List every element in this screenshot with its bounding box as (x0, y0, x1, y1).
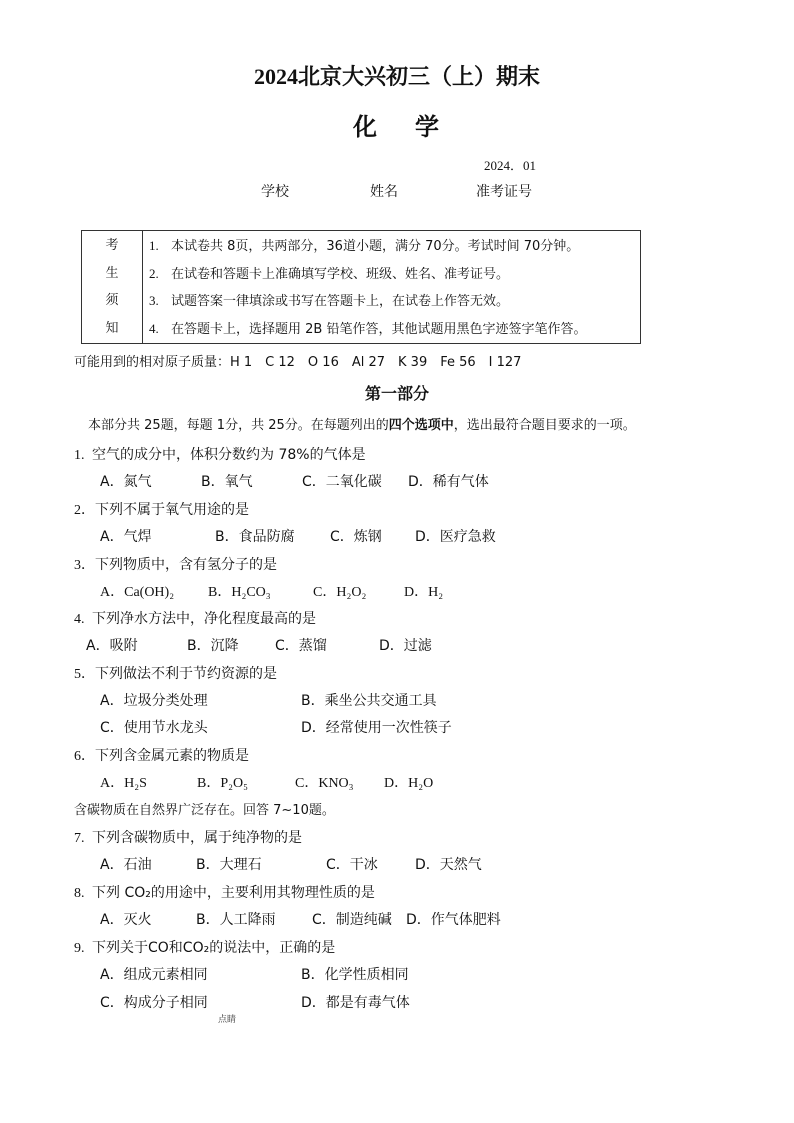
option-c: C．炼钢 (330, 529, 382, 545)
question-9 (74, 937, 335, 957)
option-b: B．H₂CO₃ (208, 585, 271, 600)
question-number: 6． (74, 749, 95, 764)
question-stem: 下列关于CO和CO₂的说法中，正确的是 (92, 940, 336, 956)
exam-notice-table (81, 230, 641, 344)
question-4 (74, 608, 316, 628)
notice-item-text: 在试卷和答题卡上准确填写学校、班级、姓名、准考证号。 (171, 266, 510, 282)
option-b: B．人工降雨 (196, 912, 276, 928)
subject-char: 学 (415, 115, 441, 141)
option-d: D．稀有气体 (408, 474, 489, 490)
context-note: 含碳物质在自然界广泛存在。回答 7~10题。 (74, 803, 335, 818)
question-stem: 空气的成分中，体积分数约为 78%的气体是 (92, 447, 366, 463)
option-c: C．干冰 (326, 857, 378, 873)
notice-item-number: 2. (149, 265, 159, 281)
question-number: 4. (74, 612, 85, 627)
exam-date: 2024．01 (484, 158, 537, 173)
notice-item (149, 232, 640, 260)
option-c: C．KNO₃ (295, 776, 354, 791)
intro-text: ，选出最符合题目要求的一项。 (453, 418, 636, 433)
page-title: 2024北京大兴初三（上）期末 (253, 64, 540, 89)
question-6 (74, 745, 249, 765)
option-d: D．都是有毒气体 (301, 995, 410, 1011)
question-number: 5． (74, 667, 95, 682)
notice-side-char: 生 (105, 265, 119, 281)
notice-side-label (82, 231, 143, 344)
option-d: D．H₂ (404, 585, 444, 600)
option-b: B．乘坐公共交通工具 (301, 693, 437, 709)
option-a: A．Ca(OH)₂ (100, 585, 175, 600)
question-number: 2． (74, 503, 95, 518)
question-1 (74, 444, 366, 464)
option-a: A．石油 (100, 857, 152, 873)
option-c: C．使用节水龙头 (100, 720, 208, 736)
question-stem: 下列做法不利于节约资源的是 (95, 666, 277, 682)
question-number: 8. (74, 886, 85, 901)
question-stem: 下列不属于氧气用途的是 (95, 502, 249, 518)
option-b: B．沉降 (187, 638, 239, 654)
option-c: C．二氧化碳 (302, 474, 382, 490)
question-stem: 下列 CO₂的用途中，主要利用其物理性质的是 (92, 885, 375, 901)
question-stem: 下列含碳物质中，属于纯净物的是 (92, 830, 302, 846)
option-a: A．氮气 (100, 474, 152, 490)
subject-title (0, 107, 794, 142)
notice-item-number: 3. (149, 293, 159, 308)
notice-side-char: 须 (105, 293, 119, 308)
option-c: C．制造纯碱 (312, 912, 392, 928)
question-stem: 下列含金属元素的物质是 (95, 748, 249, 764)
name-label: 姓名 (370, 184, 398, 200)
notice-items (143, 231, 641, 344)
notice-item-text: 本试卷共 8页，共两部分，36道小题，满分 70分。考试时间 70分钟。 (171, 239, 580, 254)
question-number: 1. (74, 448, 85, 463)
option-a: A．H₂S (100, 776, 147, 791)
option-c: C．H₂O₂ (313, 585, 367, 600)
option-d: D．过滤 (379, 638, 432, 654)
question-7 (74, 827, 302, 847)
question-2 (74, 499, 249, 519)
option-b: B．大理石 (196, 857, 262, 873)
option-c: C．构成分子相同 (100, 995, 208, 1011)
atomic-masses: 可能用到的相对原子质量：H 1 C 12 O 16 Al 27 K 39 Fe 56 I 127 (74, 355, 522, 370)
notice-item-number: 4. (149, 320, 159, 336)
intro-text: 本部分共 25题，每题 1分，共 25分。在每题列出的 (88, 418, 389, 433)
notice-item-number: 1. (149, 238, 159, 253)
question-number: 9. (74, 941, 85, 956)
option-a: A．垃圾分类处理 (100, 693, 208, 709)
option-a: A．气焊 (100, 529, 152, 545)
school-label: 学校 (261, 184, 289, 200)
option-c: C．蒸馏 (275, 638, 327, 654)
option-a: A．组成元素相同 (100, 967, 208, 983)
question-5 (74, 663, 277, 683)
section-intro (88, 414, 636, 433)
option-b: B．食品防腐 (215, 529, 295, 545)
option-d: D．经常使用一次性筷子 (301, 720, 452, 736)
question-3 (74, 554, 277, 574)
option-d: D．医疗急救 (415, 529, 496, 545)
option-d: D．天然气 (415, 857, 482, 873)
question-number: 3． (74, 558, 95, 573)
notice-side-char: 考 (105, 238, 119, 253)
option-b: B．化学性质相同 (301, 967, 409, 983)
exam-id-label: 准考证号 (476, 184, 532, 200)
notice-item (149, 287, 640, 315)
option-a: A．吸附 (86, 638, 138, 654)
question-8 (74, 882, 375, 902)
question-stem: 下列物质中，含有氢分子的是 (95, 557, 277, 573)
notice-item (149, 315, 640, 343)
option-a: A．灭火 (100, 912, 152, 928)
section-title: 第一部分 (364, 384, 429, 403)
option-d: D．H₂O (384, 776, 434, 791)
option-b: B．P₂O₅ (197, 776, 248, 791)
notice-item-text: 试题答案一律填涂或书写在答题卡上，在试卷上作答无效。 (171, 294, 510, 309)
footer-mark: 点睛 (218, 1015, 237, 1025)
subject-char: 化 (353, 115, 379, 141)
notice-side-char: 知 (105, 320, 119, 336)
notice-item (149, 260, 640, 288)
option-b: B．氧气 (201, 474, 253, 490)
question-stem: 下列净水方法中，净化程度最高的是 (92, 611, 316, 627)
notice-item-text: 在答题卡上，选择题用 2B 铅笔作答，其他试题用黑色字迹签字笔作答。 (171, 321, 587, 337)
option-d: D．作气体肥料 (406, 912, 501, 928)
intro-emphasis: 四个选项中 (388, 418, 454, 433)
question-number: 7. (74, 831, 85, 846)
